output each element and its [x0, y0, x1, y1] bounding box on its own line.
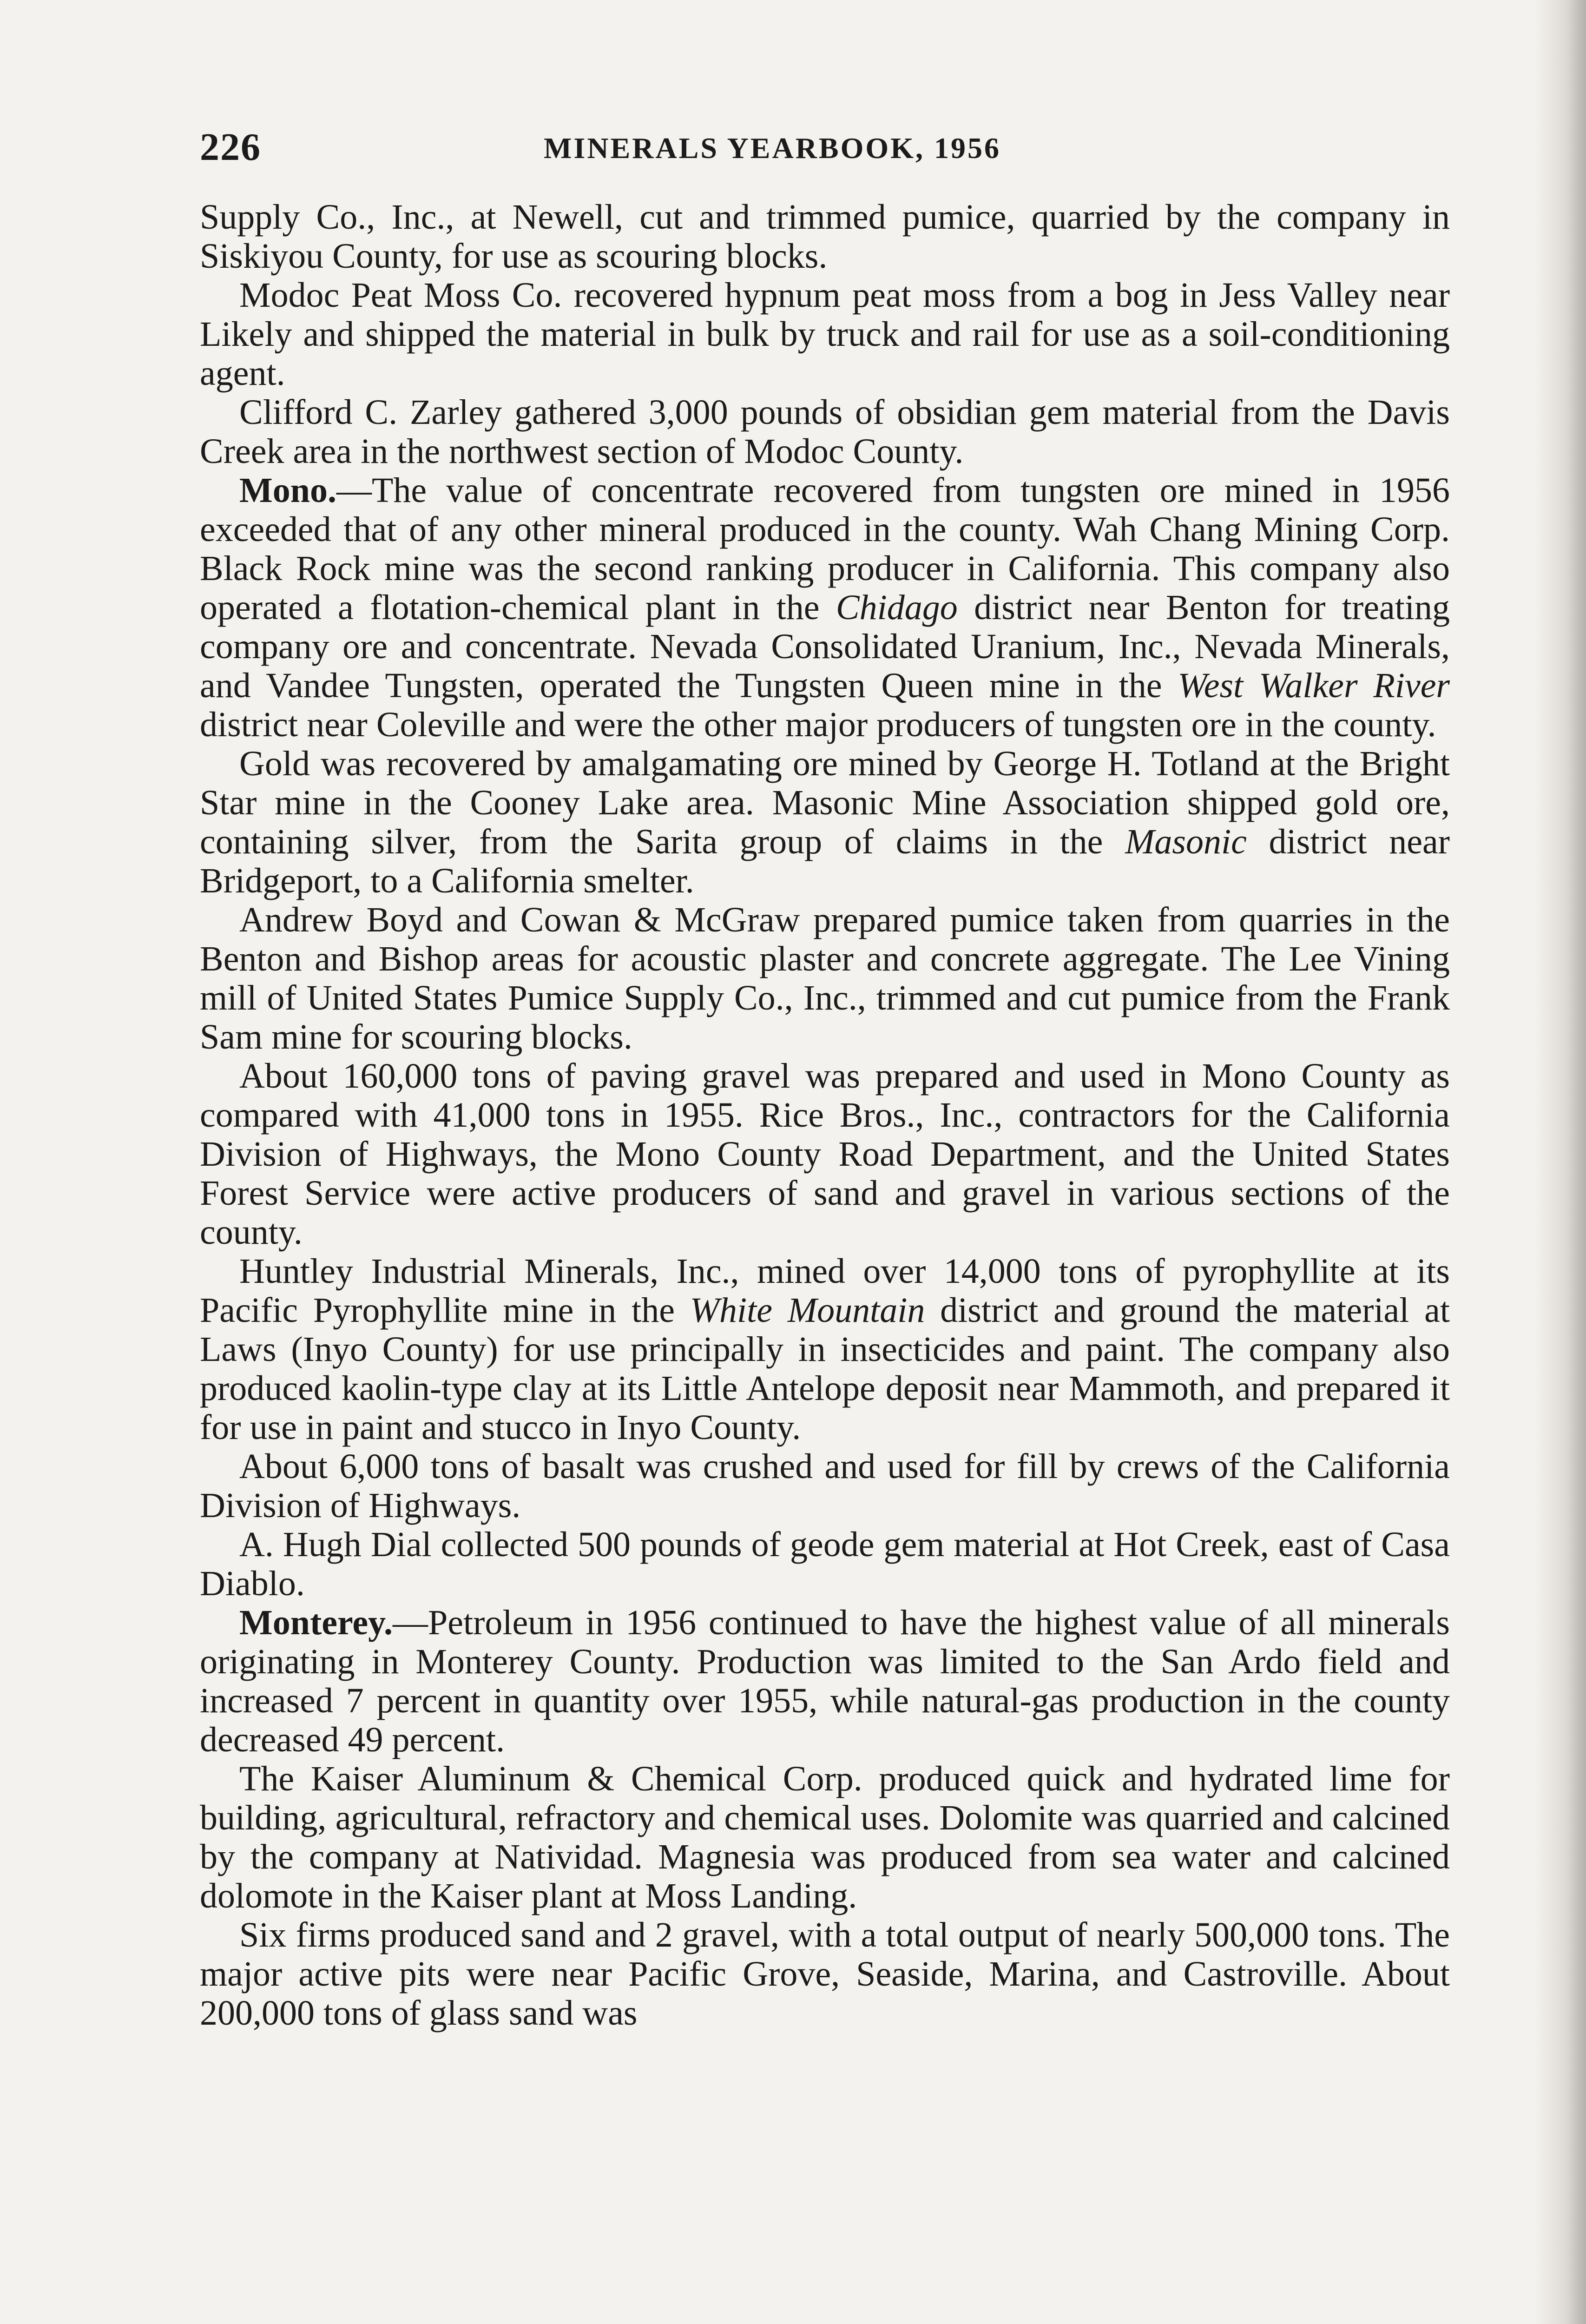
- district-name: Masonic: [1125, 822, 1247, 861]
- page-number: 226: [200, 125, 261, 169]
- district-name: White Mountain: [690, 1291, 925, 1330]
- page-edge-shadow: [1535, 0, 1586, 2324]
- section-paragraph-mono: Mono.—The value of concentrate recovered from tungsten ore mined in 1956 exceeded that of any other mineral produced in the county. Wah Chang Mining Corp. Black Rock mine was the second ranking producer in California. This company also operated a flotation-chemical plant in the Chidago district near Benton for treating company ore and concentrate. Nevada Consolidated Uranium, Inc., Nevada Minerals, and Vandee Tungsten, operated the Tungsten Queen mine in the West Walker River district near Coleville and were the other major producers of tungsten ore in the county.: [200, 471, 1450, 744]
- paragraph: About 160,000 tons of paving gravel was prepared and used in Mono County as compared with 41,000 tons in 1955. Rice Bros., Inc., contractors for the California Division of Highways, the Mono County Road Department, and the United States Forest Service were active producers of sand and gravel in various sections of the county.: [200, 1056, 1450, 1252]
- paragraph: The Kaiser Aluminum & Chemical Corp. produced quick and hydrated lime for building, agricultural, refractory and chemical uses. Dolomite was quarried and calcined by the company at Natividad. Magnesia was produced from sea water and calcined dolomote in the Kaiser plant at Moss Landing.: [200, 1759, 1450, 1915]
- district-name: West Walker River: [1178, 666, 1450, 705]
- section-heading-mono: Mono.: [239, 471, 336, 510]
- section-heading-monterey: Monterey.: [239, 1603, 393, 1642]
- section-paragraph-monterey: Monterey.—Petroleum in 1956 continued to have the highest value of all minerals originating in Monterey County. Production was limited to the San Ardo field and increased 7 percent in quantity over 1955, while natural-gas production in the county decreased 49 percent.: [200, 1603, 1450, 1759]
- paragraph: Huntley Industrial Minerals, Inc., mined over 14,000 tons of pyrophyllite at its Pacific Pyrophyllite mine in the White Mountain district and ground the material at Laws (Inyo County) for use principally in insecticides and paint. The company also produced kaolin-type clay at its Little Antelope deposit near Mammoth, and prepared it for use in paint and stucco in Inyo County.: [200, 1252, 1450, 1447]
- district-name: Chidago: [836, 588, 958, 627]
- running-title: MINERALS YEARBOOK, 1956: [544, 132, 1001, 165]
- paragraph: Six firms produced sand and 2 gravel, with a total output of nearly 500,000 tons. The major active pits were near Pacific Grove, Seaside, Marina, and Castroville. About 200,000 tons of glass sand was: [200, 1915, 1450, 2033]
- paragraph: Andrew Boyd and Cowan & McGraw prepared pumice taken from quarries in the Benton and Bishop areas for acoustic plaster and concrete aggregate. The Lee Vining mill of United States Pumice Supply Co., Inc., trimmed and cut pumice from the Frank Sam mine for scouring blocks.: [200, 900, 1450, 1056]
- paragraph: Gold was recovered by amalgamating ore mined by George H. Totland at the Bright Star mine in the Cooney Lake area. Masonic Mine Association shipped gold ore, containing silver, from the Sarita group of claims in the Masonic district near Bridgeport, to a California smelter.: [200, 744, 1450, 900]
- paragraph: Modoc Peat Moss Co. recovered hypnum peat moss from a bog in Jess Valley near Likely and shipped the material in bulk by truck and rail for use as a soil-conditioning agent.: [200, 276, 1450, 393]
- body-text: [200, 198, 1450, 2033]
- paragraph: Supply Co., Inc., at Newell, cut and trimmed pumice, quarried by the company in Siskiyou County, for use as scouring blocks.: [200, 198, 1450, 276]
- page-header: [200, 125, 1454, 176]
- paragraph: About 6,000 tons of basalt was crushed and used for fill by crews of the California Division of Highways.: [200, 1447, 1450, 1525]
- paragraph: A. Hugh Dial collected 500 pounds of geode gem material at Hot Creek, east of Casa Diablo.: [200, 1525, 1450, 1603]
- paragraph: Clifford C. Zarley gathered 3,000 pounds of obsidian gem material from the Davis Creek area in the northwest section of Modoc County.: [200, 393, 1450, 471]
